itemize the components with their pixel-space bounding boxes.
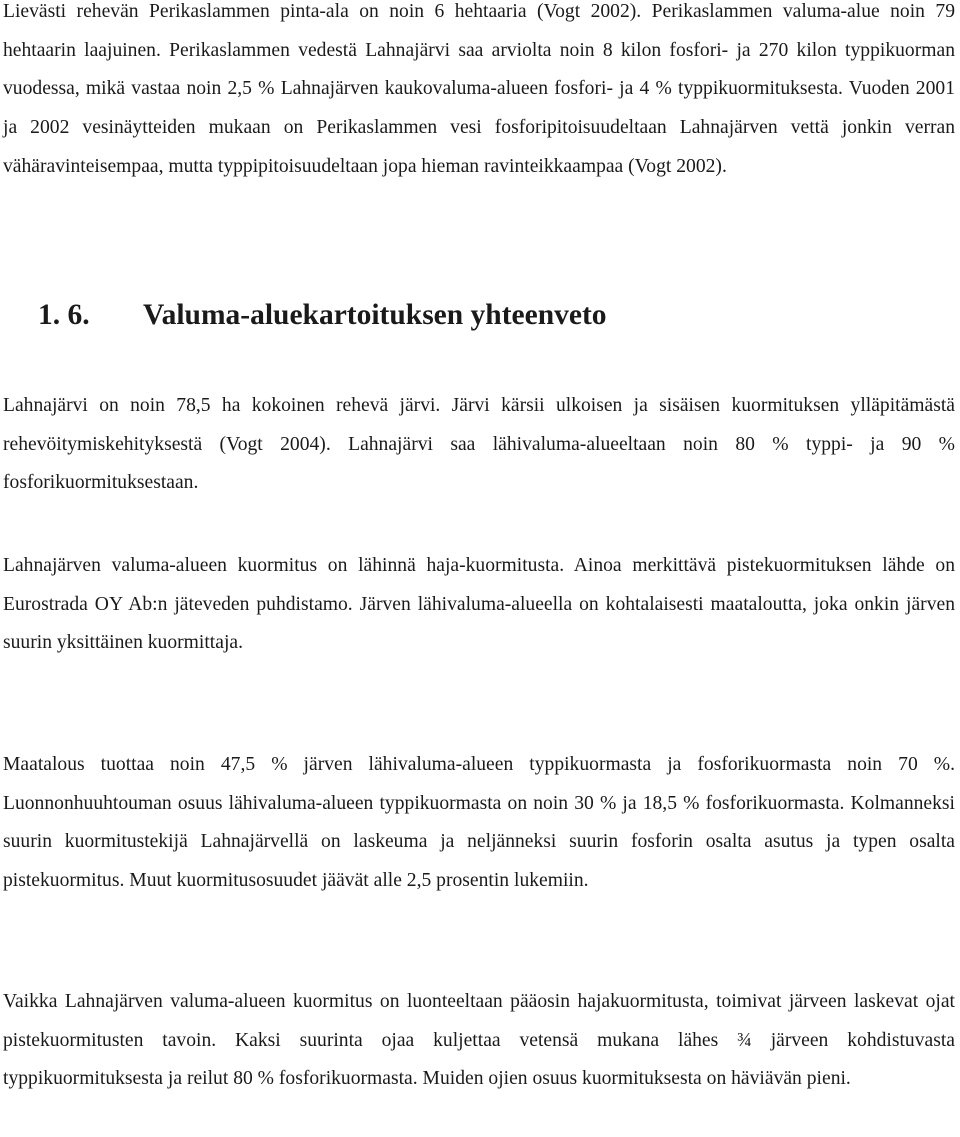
- section-title: Valuma-aluekartoituksen yhteenveto: [143, 299, 607, 331]
- paragraph-load-sources: Lahnajärven valuma-alueen kuormitus on lähinnä haja-kuormitusta. Ainoa merkittävä pistekuormituksen lähde on Eurostrada OY Ab:n jäteveden puhdistamo. Järven lähivaluma-alueella on kohtalaisesti maataloutta, joka onkin järven suurin yksittäinen kuormittaja.: [3, 555, 955, 654]
- paragraph-ditches: Vaikka Lahnajärven valuma-alueen kuormitus on luonteeltaan pääosin hajakuormitusta, toimivat järveen laskevat ojat pistekuormitusten tavoin. Kaksi suurinta ojaa kuljettaa vetensä mukana lähes ¾ järveen kohdistuvasta typpikuormituksesta ja reilut 80 % fosforikuormasta. Muiden ojien osuus kuormituksesta on häviävän pieni.: [3, 991, 955, 1090]
- paragraph-perikaslampi: Lievästi rehevän Perikaslammen pinta-ala on noin 6 hehtaaria (Vogt 2002). Perikaslammen valuma-alue noin 79 hehtaarin laajuinen. Perikaslammen vedestä Lahnajärvi saa arviolta noin 8 kilon fosfori- ja 270 kilon typpikuorman vuodessa, mikä vastaa noin 2,5 % Lahnajärven kaukovaluma-alueen fosfori- ja 4 % typpikuormituksesta. Vuoden 2001 ja 2002 vesinäytteiden mukaan on Perikaslammen vesi fosforipitoisuudeltaan Lahnajärven vettä jonkin verran vähäravinteisempaa, mutta typpipitoisuudeltaan jopa hieman ravinteikkaampaa (Vogt 2002).: [3, 1, 955, 177]
- section-heading: [38, 295, 607, 335]
- paragraph-agriculture-share: Maatalous tuottaa noin 47,5 % järven lähivaluma-alueen typpikuormasta ja fosforikuormasta noin 70 %. Luonnonhuuhtouman osuus lähivaluma-alueen typpikuormasta on noin 30 % ja 18,5 % fosforikuormasta. Kolmanneksi suurin kuormitustekijä Lahnajärvellä on laskeuma ja neljänneksi suurin fosforin osalta asutus ja typen osalta pistekuormitus. Muut kuormitusosuudet jäävät alle 2,5 prosentin lukemiin.: [3, 754, 955, 892]
- section-number: 1. 6.: [38, 299, 90, 331]
- paragraph-lahnajarvi-summary: Lahnajärvi on noin 78,5 ha kokoinen rehevä järvi. Järvi kärsii ulkoisen ja sisäisen kuormituksen ylläpitämästä rehevöitymiskehityksestä (Vogt 2004). Lahnajärvi saa lähivaluma-alueeltaan noin 80 % typpi- ja 90 % fosforikuormituksestaan.: [3, 395, 955, 494]
